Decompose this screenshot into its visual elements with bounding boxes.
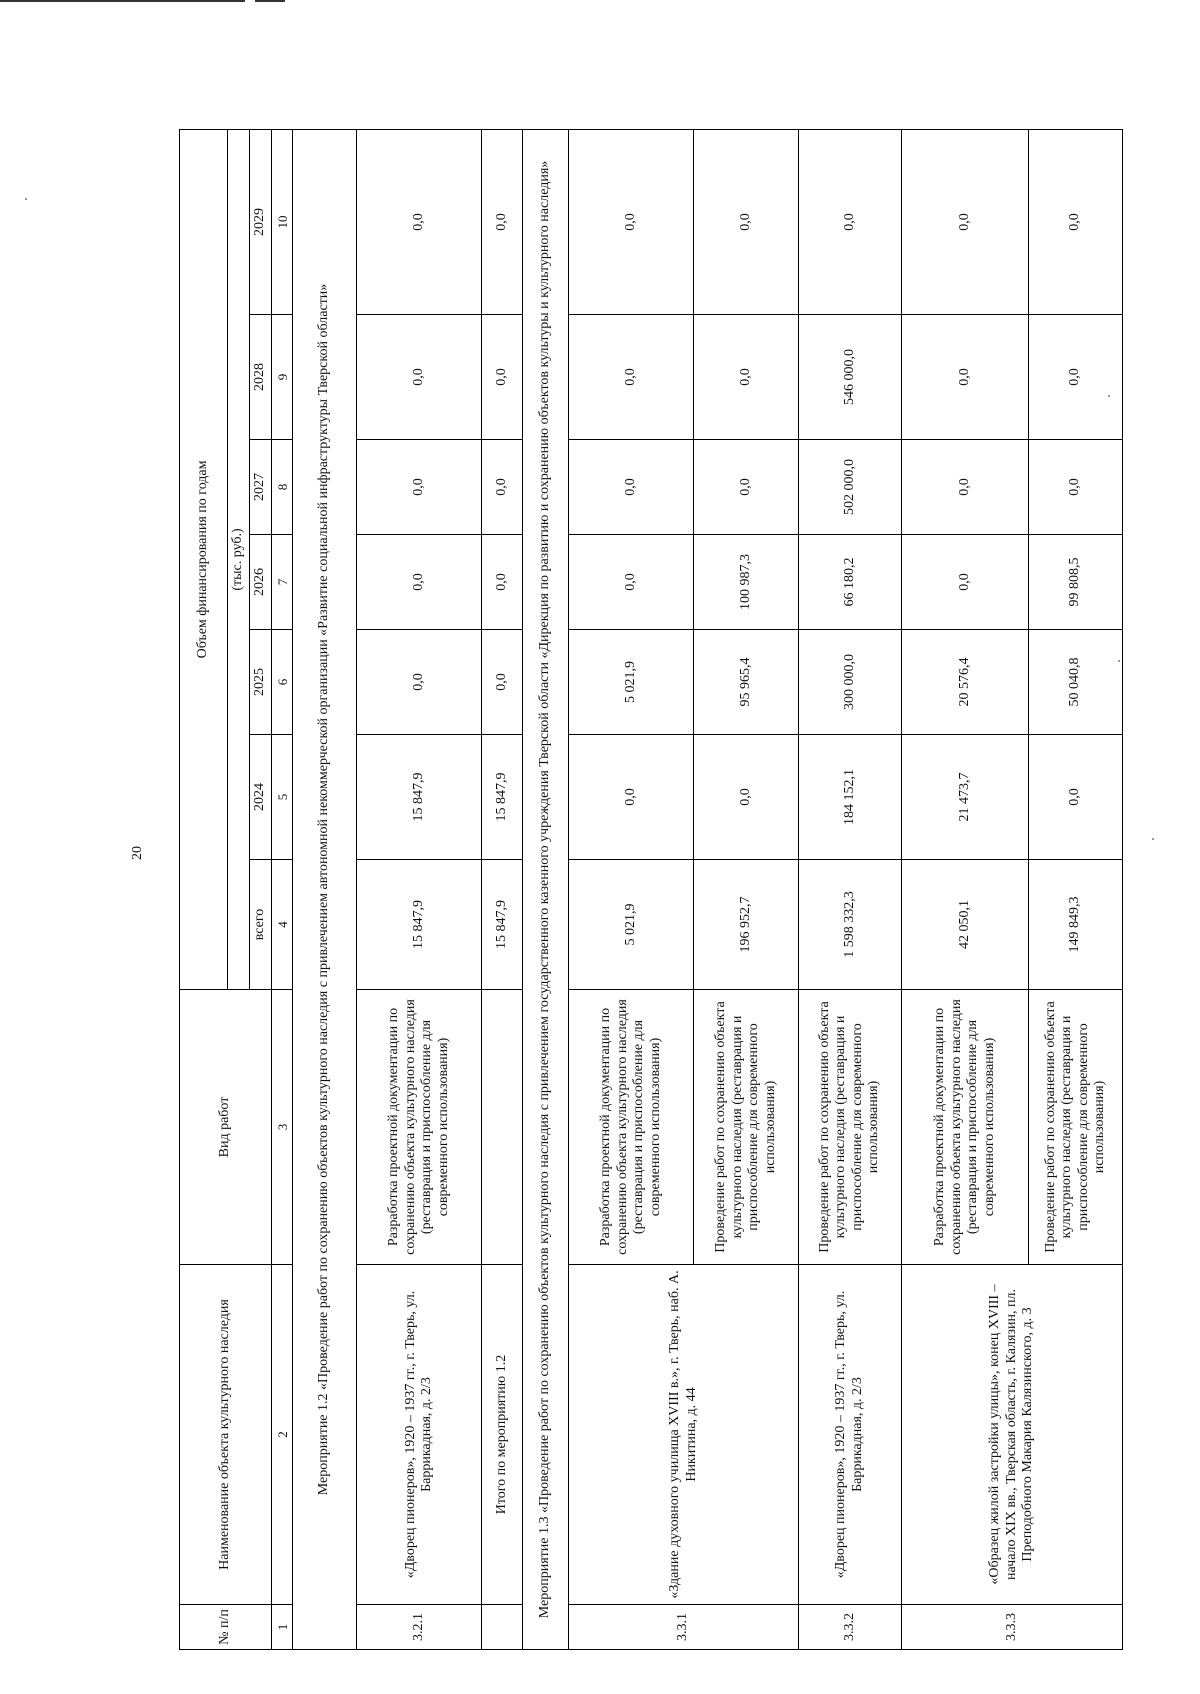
value-2025: 0,0 — [357, 630, 482, 735]
scan-top-edge — [255, 0, 285, 2]
value-2024: 0,0 — [1029, 735, 1123, 860]
section-title-1-3: Мероприятие 1.3 «Проведение работ по сохранению объектов культурного наследия с привлечением государственного казенного учреждения Тверской области «Дирекция по развитию и сохранению объектов культуры и культурного наследия» — [523, 129, 569, 1649]
value-2027: 0,0 — [901, 440, 1029, 535]
column-number: 3 — [272, 990, 293, 1265]
value-2029: 0,0 — [799, 129, 902, 314]
column-number: 10 — [272, 129, 293, 314]
total-value-2024: 15 847,9 — [482, 735, 523, 860]
header-year: 2027 — [250, 440, 272, 535]
value-total: 5 021,9 — [568, 860, 693, 990]
scan-speck — [25, 198, 27, 200]
value-2027: 0,0 — [357, 440, 482, 535]
value-2026: 100 987,3 — [694, 535, 799, 630]
total-value-2028: 0,0 — [482, 315, 523, 440]
total-work-cell — [482, 990, 523, 1265]
row-number: 3.3.3 — [901, 1605, 1122, 1650]
row-number: 3.2.1 — [357, 1605, 482, 1650]
value-total: 149 849,3 — [1029, 860, 1123, 990]
value-total: 42 050,1 — [901, 860, 1029, 990]
value-2028: 0,0 — [357, 315, 482, 440]
value-total: 1 598 332,3 — [799, 860, 902, 990]
column-number: 1 — [272, 1605, 293, 1650]
value-2028: 0,0 — [694, 315, 799, 440]
work-type: Разработка проектной документации по сохранению объекта культурного наследия (реставрация и приспособление для современного использования) — [357, 990, 482, 1265]
total-value-2029: 0,0 — [482, 129, 523, 314]
object-name: «Дворец пионеров», 1920 – 1937 гг., г. Тверь, ул. Баррикадная, д. 2/3 — [799, 1265, 902, 1605]
total-value-2026: 0,0 — [482, 535, 523, 630]
header-object-name: Наименование объекта культурного наследия — [180, 1265, 272, 1605]
total-number-cell — [482, 1605, 523, 1650]
value-2026: 99 808,5 — [1029, 535, 1123, 630]
value-2025: 5 021,9 — [568, 630, 693, 735]
value-2028: 0,0 — [1029, 315, 1123, 440]
value-2029: 0,0 — [1029, 129, 1123, 314]
value-2029: 0,0 — [694, 129, 799, 314]
page-number: 20 — [130, 846, 145, 860]
header-year: 2024 — [250, 735, 272, 860]
value-total: 196 952,7 — [694, 860, 799, 990]
value-2024: 21 473,7 — [901, 735, 1029, 860]
header-work-type: Вид работ — [180, 990, 272, 1265]
header-year: 2028 — [250, 315, 272, 440]
column-number: 2 — [272, 1265, 293, 1605]
scan-speck — [1108, 395, 1110, 397]
column-number: 6 — [272, 630, 293, 735]
column-number: 4 — [272, 860, 293, 990]
row-number: 3.3.1 — [568, 1605, 798, 1650]
value-2026: 0,0 — [357, 535, 482, 630]
header-total: всего — [250, 860, 272, 990]
header-no: № п/п — [180, 1605, 272, 1650]
value-2027: 0,0 — [568, 440, 693, 535]
column-number: 8 — [272, 440, 293, 535]
scan-top-edge — [0, 0, 245, 2]
work-type: Разработка проектной документации по сохранению объекта культурного наследия (реставрация и приспособление для современного использования) — [901, 990, 1029, 1265]
scan-speck — [1152, 838, 1154, 840]
object-name: «Образец жилой застройки улицы», конец XVIII – начало XIX вв., Тверская область, г. Калязин, пл. Преподобного Макария Калязинского, д. 3 — [901, 1265, 1122, 1605]
value-2029: 0,0 — [357, 129, 482, 314]
object-name: «Дворец пионеров», 1920 – 1937 гг., г. Тверь, ул. Баррикадная, д. 2/3 — [357, 1265, 482, 1605]
header-year: 2029 — [250, 129, 272, 314]
financing-table — [179, 129, 1123, 1650]
value-2024: 0,0 — [694, 735, 799, 860]
header-unit: (тыс. руб.) — [227, 129, 249, 989]
scan-speck — [1118, 660, 1120, 662]
total-value-2027: 0,0 — [482, 440, 523, 535]
work-type: Проведение работ по сохранению объекта культурного наследия (реставрация и приспособление для современного использования) — [694, 990, 799, 1265]
value-2026: 0,0 — [901, 535, 1029, 630]
column-number: 5 — [272, 735, 293, 860]
value-total: 15 847,9 — [357, 860, 482, 990]
header-year: 2026 — [250, 535, 272, 630]
value-2025: 20 576,4 — [901, 630, 1029, 735]
total-value-2025: 0,0 — [482, 630, 523, 735]
value-2027: 0,0 — [1029, 440, 1123, 535]
work-type: Проведение работ по сохранению объекта культурного наследия (реставрация и приспособление для современного использования) — [1029, 990, 1123, 1265]
section-title-1-2: Мероприятие 1.2 «Проведение работ по сохранению объектов культурного наследия с привлечением автономной некоммерческой организации «Развитие социальной инфраструктуры Тверской области» — [293, 129, 357, 1649]
work-type: Проведение работ по сохранению объекта культурного наследия (реставрация и приспособление для современного использования) — [799, 990, 902, 1265]
value-2028: 0,0 — [901, 315, 1029, 440]
value-2024: 0,0 — [568, 735, 693, 860]
value-2028: 546 000,0 — [799, 315, 902, 440]
value-2026: 0,0 — [568, 535, 693, 630]
value-2024: 184 152,1 — [799, 735, 902, 860]
value-2025: 300 000,0 — [799, 630, 902, 735]
header-year: 2025 — [250, 630, 272, 735]
value-2026: 66 180,2 — [799, 535, 902, 630]
value-2029: 0,0 — [568, 129, 693, 314]
value-2025: 50 040,8 — [1029, 630, 1123, 735]
row-number: 3.3.2 — [799, 1605, 902, 1650]
object-name: «Здание духовного училища XVIII в.», г. Тверь, наб. А. Никитина, д. 44 — [568, 1265, 798, 1605]
value-2027: 0,0 — [694, 440, 799, 535]
header-funding: Объем финансирования по годам — [180, 129, 228, 989]
value-2028: 0,0 — [568, 315, 693, 440]
rotated-table-wrapper — [179, 130, 1123, 1650]
total-value-total: 15 847,9 — [482, 860, 523, 990]
value-2024: 15 847,9 — [357, 735, 482, 860]
value-2029: 0,0 — [901, 129, 1029, 314]
work-type: Разработка проектной документации по сохранению объекта культурного наследия (реставрация и приспособление для современного использования) — [568, 990, 693, 1265]
value-2025: 95 965,4 — [694, 630, 799, 735]
total-label: Итого по мероприятию 1.2 — [482, 1265, 523, 1605]
column-number: 7 — [272, 535, 293, 630]
column-number: 9 — [272, 315, 293, 440]
value-2027: 502 000,0 — [799, 440, 902, 535]
